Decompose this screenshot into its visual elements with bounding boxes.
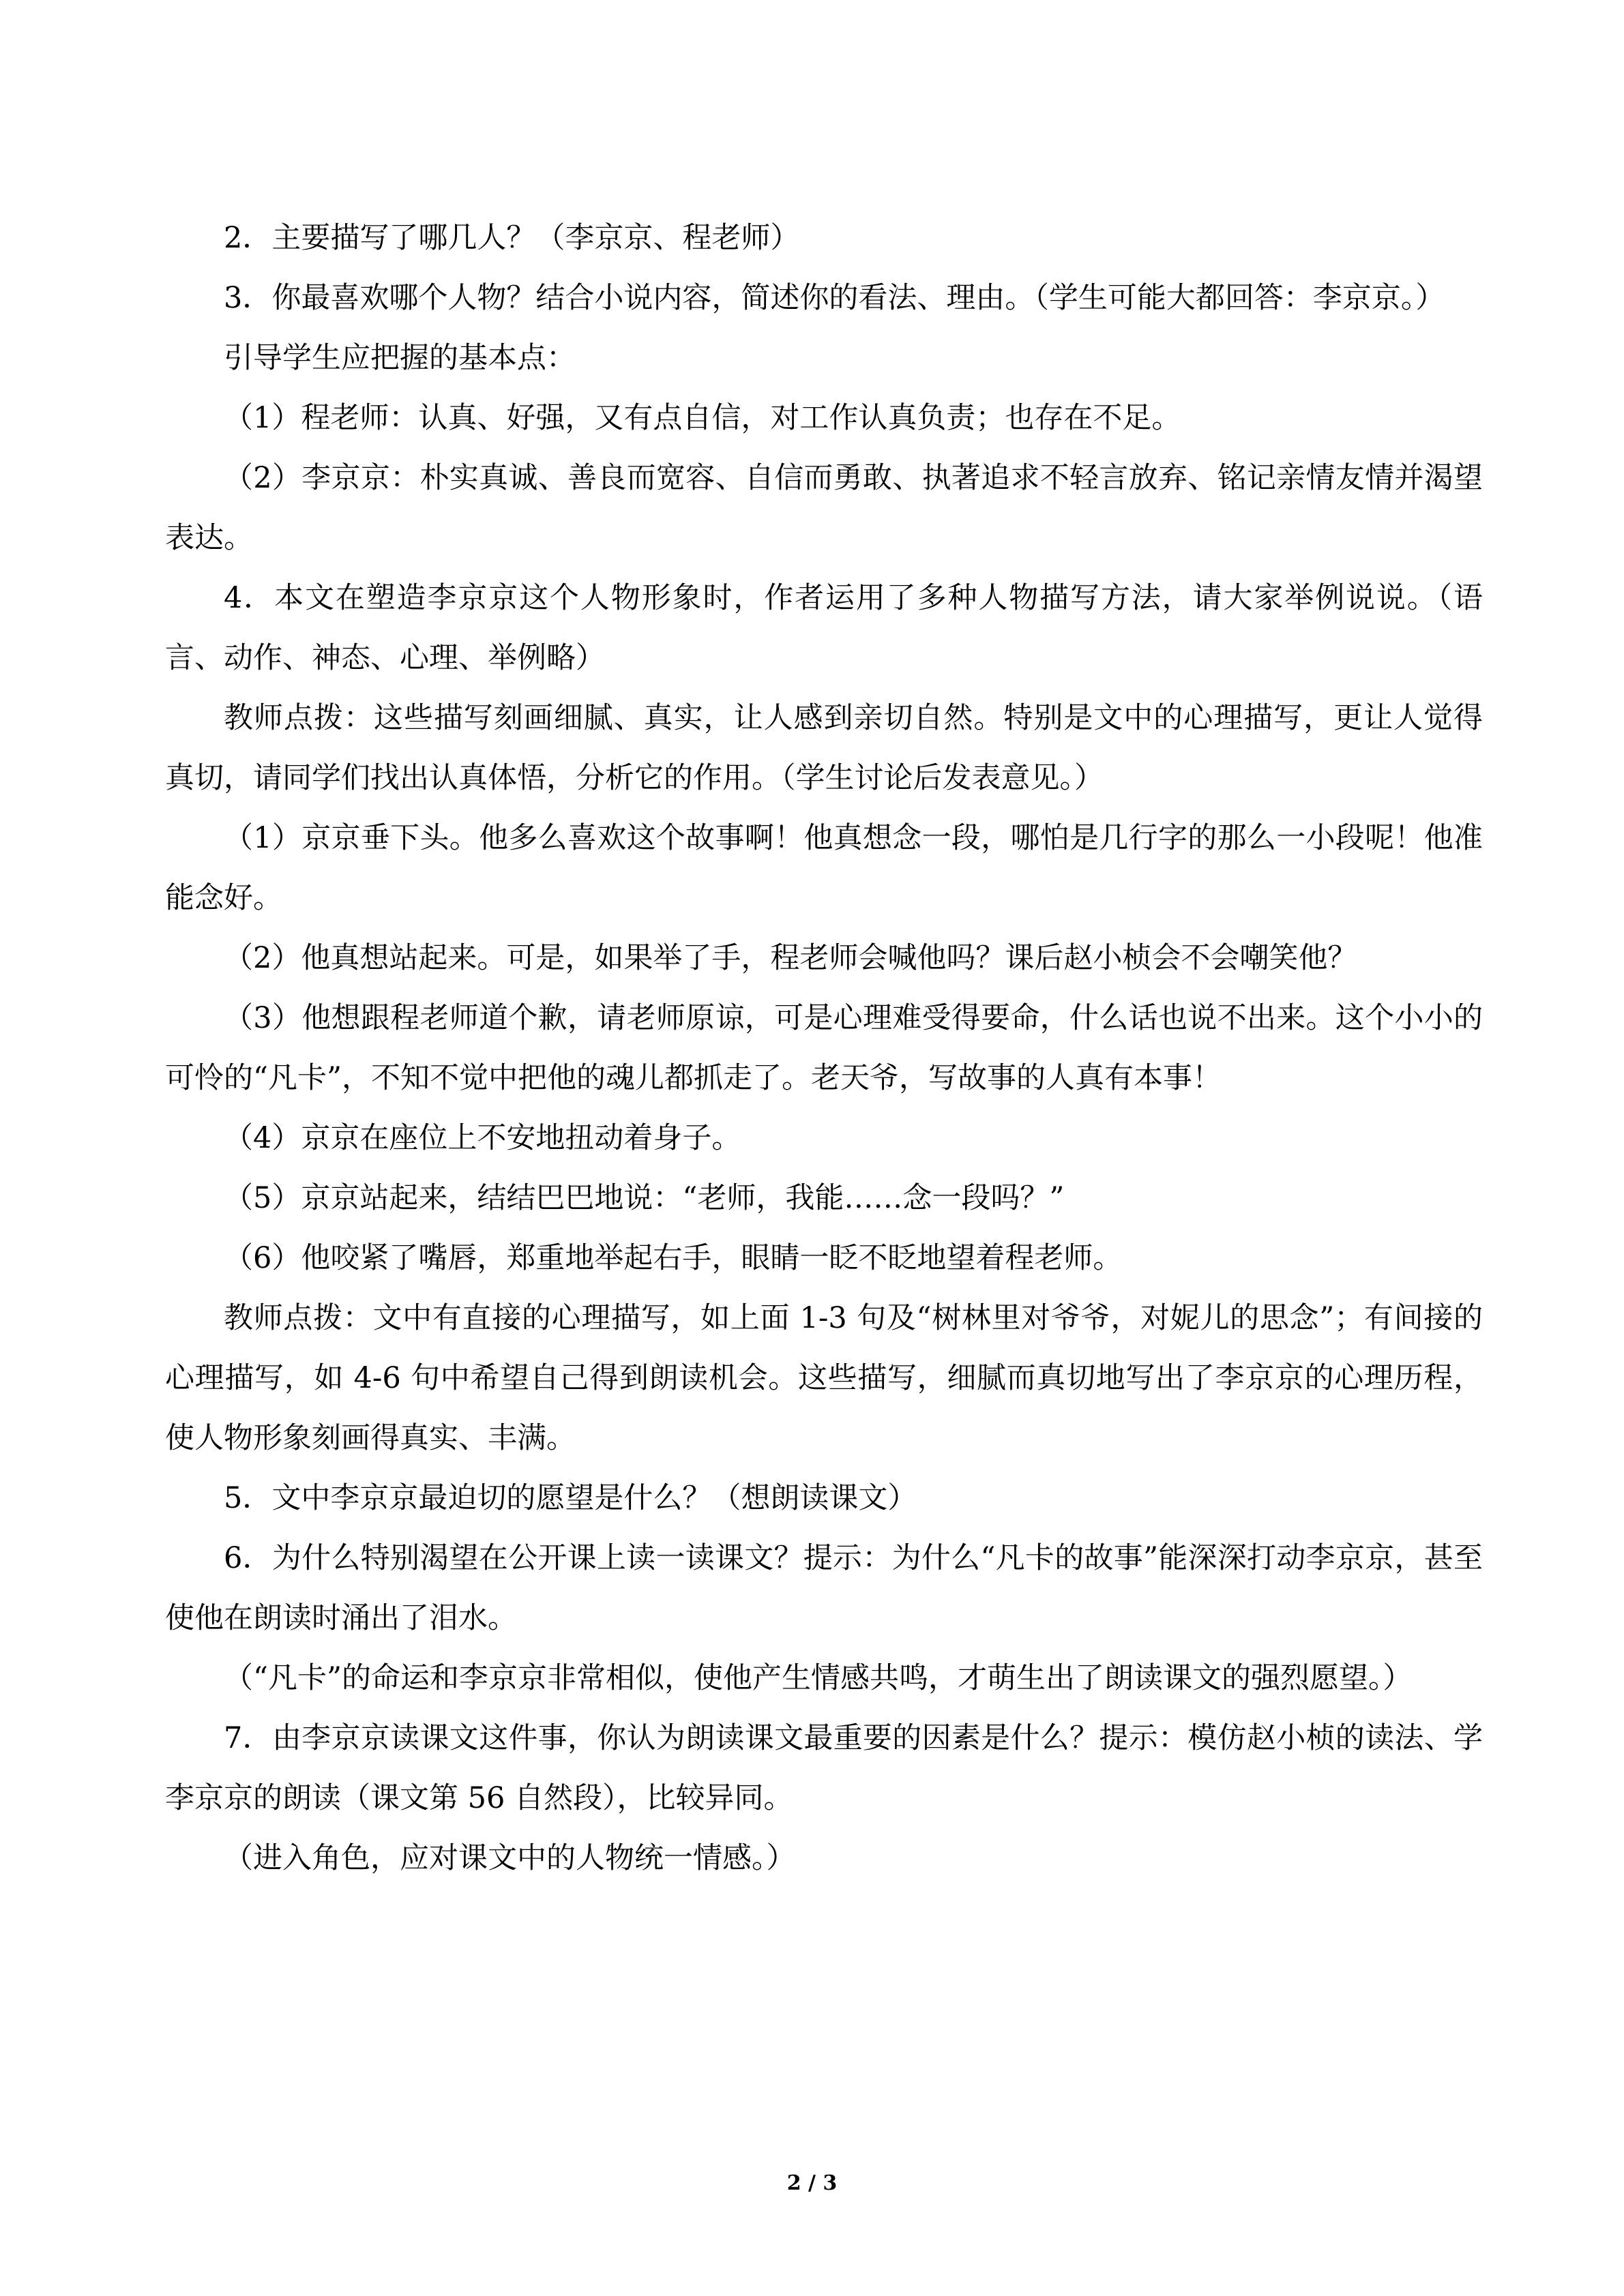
paragraph-quote-6: （6）他咬紧了嘴唇，郑重地举起右手，眼睛一眨不眨地望着程老师。 bbox=[224, 1241, 1123, 1275]
body-text bbox=[165, 208, 1483, 1888]
paragraph-teacher-note-2: 教师点拨：文中有直接的心理描写，如上面 1-3 句及“树林里对爷爷，对妮儿的思念”；有间接的心理描写，如 4-6 句中希望自己得到朗读机会。这些描写，细腻而真切地写出了李京京的心理历程，使人物形象刻画得真实、丰满。 bbox=[165, 1301, 1483, 1455]
paragraph-answer-6: （“凡卡”的命运和李京京非常相似，使他产生情感共鸣，才萌生出了朗读课文的强烈愿望。） bbox=[224, 1661, 1413, 1695]
paragraph-quote-2: （2）他真想站起来。可是，如果举了手，程老师会喊他吗？课后赵小桢会不会嘲笑他？ bbox=[224, 941, 1357, 975]
paragraph-li-jingjing: （2）李京京：朴实真诚、善良而宽容、自信而勇敢、执著追求不轻言放弃、铭记亲情友情并渴望表达。 bbox=[165, 461, 1483, 555]
paragraph-question-3: 3．你最喜欢哪个人物？结合小说内容，简述你的看法、理由。（学生可能大都回答：李京京。） bbox=[224, 281, 1445, 315]
page-number: 2 / 3 bbox=[786, 2171, 838, 2195]
paragraph-teacher-cheng: （1）程老师：认真、好强，又有点自信，对工作认真负责；也存在不足。 bbox=[224, 401, 1181, 435]
paragraph-question-6: 6．为什么特别渴望在公开课上读一读课文？提示：为什么“凡卡的故事”能深深打动李京京，甚至使他在朗读时涌出了泪水。 bbox=[165, 1541, 1483, 1635]
paragraph-question-7: 7．由李京京读课文这件事，你认为朗读课文最重要的因素是什么？提示：模仿赵小桢的读法、学李京京的朗读（课文第 56 自然段），比较异同。 bbox=[165, 1721, 1483, 1815]
paragraph-quote-5: （5）京京站起来，结结巴巴地说：“老师，我能……念一段吗？” bbox=[224, 1181, 1065, 1215]
paragraph-guide-intro: 引导学生应把握的基本点： bbox=[224, 341, 576, 375]
paragraph-teacher-note-1: 教师点拨：这些描写刻画细腻、真实，让人感到亲切自然。特别是文中的心理描写，更让人觉得真切，请同学们找出认真体悟，分析它的作用。（学生讨论后发表意见。） bbox=[165, 701, 1483, 795]
paragraph-question-4: 4．本文在塑造李京京这个人物形象时，作者运用了多种人物描写方法，请大家举例说说。（语言、动作、神态、心理、举例略） bbox=[165, 581, 1483, 675]
paragraph-question-2: 2．主要描写了哪几人？（李京京、程老师） bbox=[224, 221, 800, 255]
paragraph-quote-3: （3）他想跟程老师道个歉，请老师原谅，可是心理难受得要命，什么话也说不出来。这个小小的可怜的“凡卡”，不知不觉中把他的魂儿都抓走了。老天爷，写故事的人真有本事！ bbox=[165, 1001, 1483, 1095]
paragraph-quote-1: （1）京京垂下头。他多么喜欢这个故事啊！他真想念一段，哪怕是几行字的那么一小段呢！他准能念好。 bbox=[165, 821, 1483, 915]
paragraph-question-5: 5．文中李京京最迫切的愿望是什么？（想朗读课文） bbox=[224, 1481, 917, 1515]
paragraph-quote-4: （4）京京在座位上不安地扭动着身子。 bbox=[224, 1121, 741, 1155]
paragraph-answer-7: （进入角色，应对课文中的人物统一情感。） bbox=[224, 1841, 796, 1875]
